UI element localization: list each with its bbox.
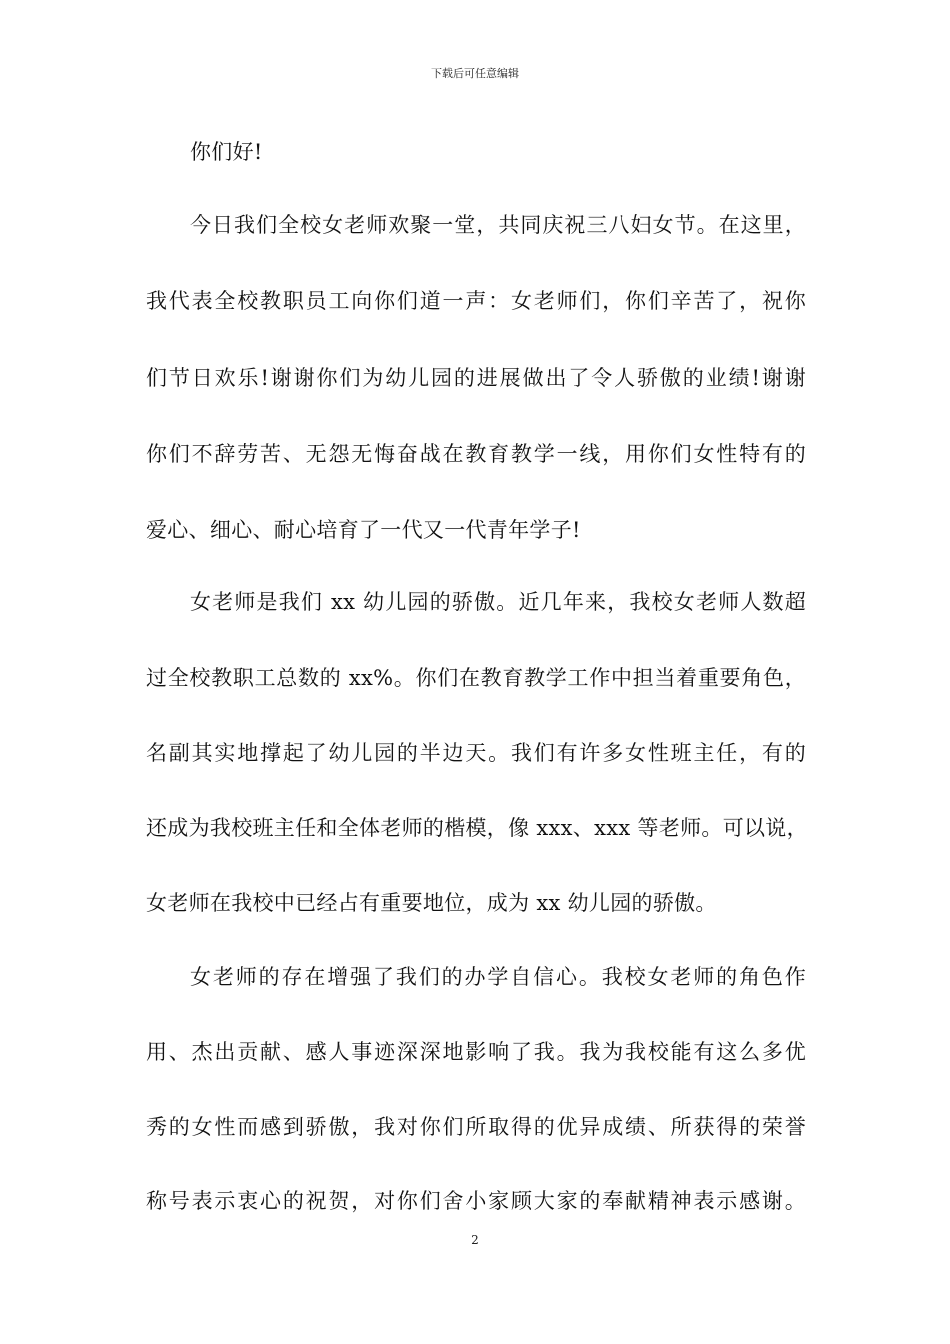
body-line: 过全校教职工总数的 xx%。你们在教育教学工作中担当着重要角色， [146,666,806,690]
body-line: 们节日欢乐!谢谢你们为幼儿园的进展做出了令人骄傲的业绩!谢谢 [146,366,806,390]
greeting-line: 你们好! [190,140,263,164]
body-line: 今日我们全校女老师欢聚一堂，共同庆祝三八妇女节。在这里， [190,213,806,237]
body-line: 我代表全校教职员工向你们道一声：女老师们，你们辛苦了，祝你 [146,289,806,313]
body-line: 爱心、细心、耐心培育了一代又一代青年学子! [146,518,581,542]
body-line: 用、杰出贡献、感人事迹深深地影响了我。我为我校能有这么多优 [146,1040,806,1064]
body-line: 你们不辞劳苦、无怨无悔奋战在教育教学一线，用你们女性特有的 [146,442,806,466]
page-header: 下载后可任意编辑 [431,67,519,80]
body-line: 女老师是我们 xx 幼儿园的骄傲。近几年来，我校女老师人数超 [190,590,806,614]
body-line: 女老师的存在增强了我们的办学自信心。我校女老师的角色作 [190,965,806,989]
body-line: 称号表示衷心的祝贺，对你们舍小家顾大家的奉献精神表示感谢。 [146,1189,806,1213]
body-line: 还成为我校班主任和全体老师的楷模，像 xxx、xxx 等老师。可以说， [146,816,808,840]
body-line: 女老师在我校中已经占有重要地位，成为 xx 幼儿园的骄傲。 [146,891,717,915]
body-line: 秀的女性而感到骄傲，我对你们所取得的优异成绩、所获得的荣誉 [146,1115,806,1139]
body-line: 名副其实地撑起了幼儿园的半边天。我们有许多女性班主任，有的 [146,741,806,765]
page-number: 2 [471,1233,479,1247]
